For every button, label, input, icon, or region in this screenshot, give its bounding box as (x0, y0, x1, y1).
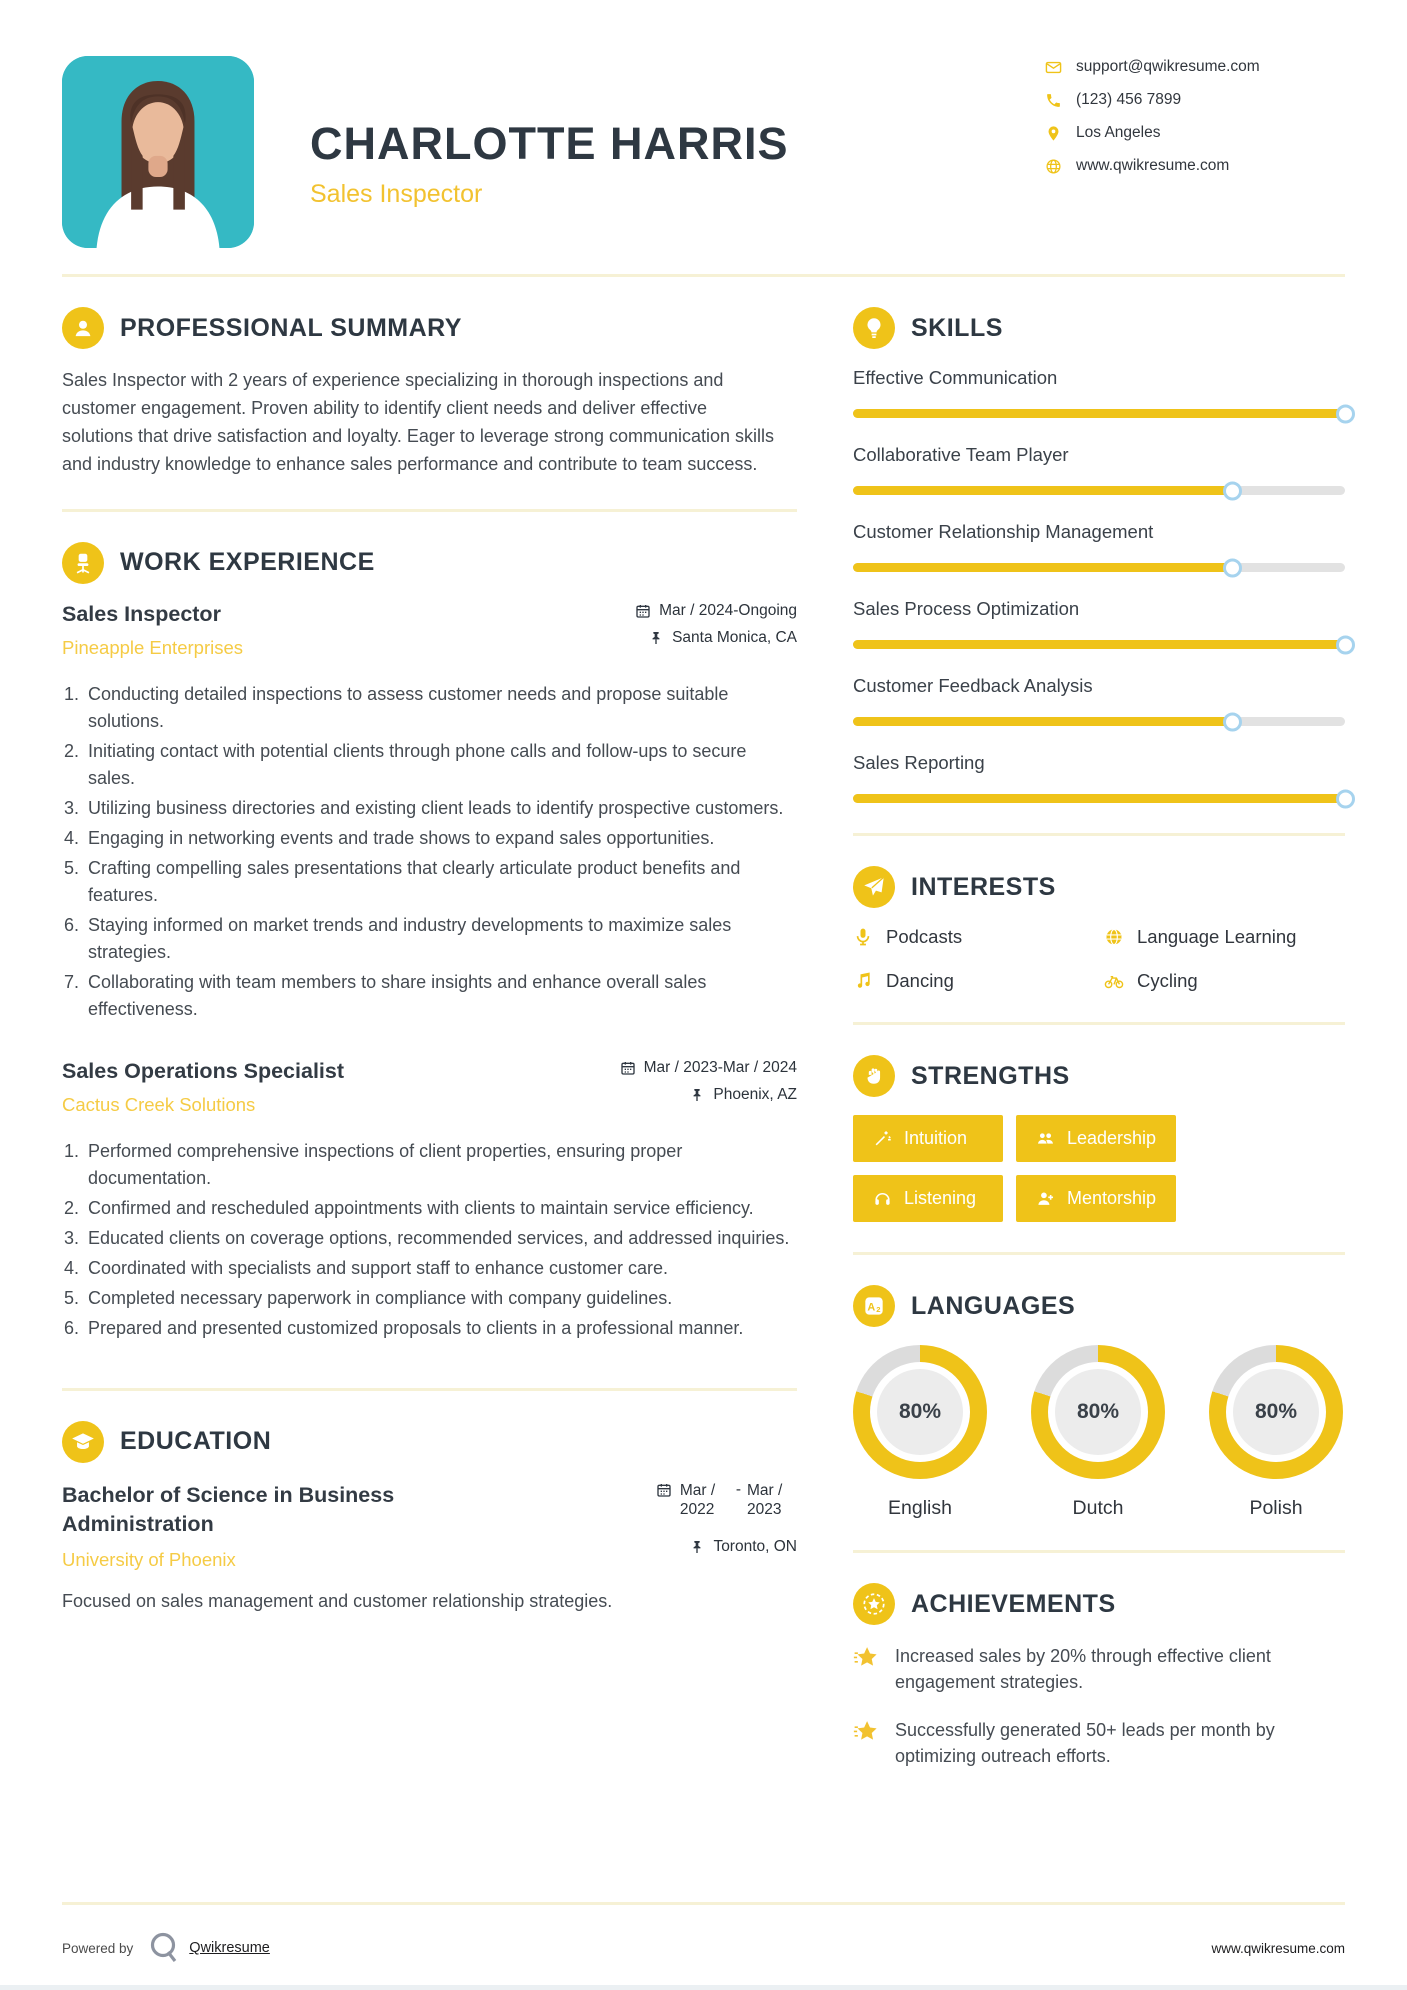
skill-slider[interactable] (853, 640, 1345, 649)
interest-label: Podcasts (886, 926, 963, 947)
job-bullet-list (84, 681, 797, 1023)
school-name: University of Phoenix (62, 1548, 236, 1570)
footer (0, 1902, 1407, 1990)
skill-fill (853, 794, 1345, 803)
skills-heading: SKILLS (911, 313, 1003, 342)
person-icon (62, 307, 104, 349)
contact-location (1045, 124, 1345, 142)
section-education (62, 1421, 797, 1612)
location-pin-icon (1045, 125, 1062, 142)
skill-fill (853, 717, 1232, 726)
job-company: Cactus Creek Solutions (62, 1093, 256, 1115)
calendar-icon (656, 1482, 672, 1498)
education-dates (656, 1481, 797, 1520)
left-column (62, 307, 797, 1791)
education-date-separator: - (735, 1480, 741, 1498)
degree-title: Bachelor of Science in Business Administration (62, 1482, 395, 1536)
skill-label: Customer Relationship Management (853, 521, 1154, 542)
skill-item (853, 444, 1345, 495)
skill-label: Sales Process Optimization (853, 598, 1080, 619)
section-interests (853, 866, 1345, 992)
contact-list (1045, 56, 1345, 175)
contact-location-text: Los Angeles (1076, 124, 1161, 141)
section-divider (853, 833, 1345, 836)
medal-icon (853, 1583, 895, 1625)
job-location (648, 629, 797, 647)
pushpin-icon (648, 630, 664, 646)
language-percent: 80% (1254, 1400, 1298, 1423)
section-professional-summary (62, 307, 797, 479)
language-donut (1031, 1345, 1165, 1479)
contact-email-text: support@qwikresume.com (1076, 58, 1260, 75)
skill-fill (853, 486, 1232, 495)
job-entry (62, 602, 797, 1023)
achievement-item (853, 1717, 1345, 1769)
job-bullet: 6. Prepared and presented customized proposals to clients in a professional manner. (84, 1315, 797, 1342)
star-icon (853, 1645, 879, 1671)
job-bullet: 4. Engaging in networking events and trade shows to expand sales opportunities. (84, 825, 797, 852)
calendar-icon (620, 1060, 636, 1076)
skill-slider-handle[interactable] (1223, 481, 1242, 500)
language-percent: 80% (1076, 1400, 1120, 1423)
section-divider (853, 1022, 1345, 1025)
interest-item (1104, 970, 1345, 992)
skill-item (853, 752, 1345, 803)
languages-heading: LANGUAGES (911, 1291, 1076, 1320)
skill-item (853, 675, 1345, 726)
avatar (62, 56, 254, 248)
experience-heading: WORK EXPERIENCE (120, 548, 375, 577)
job-dates (635, 602, 797, 620)
translate-icon (853, 1285, 895, 1327)
summary-heading: PROFESSIONAL SUMMARY (120, 313, 462, 342)
language-item (853, 1345, 987, 1520)
job-bullet: 5. Crafting compelling sales presentations that clearly articulate product benefits and features. (84, 855, 797, 909)
strength-badge (1016, 1115, 1176, 1162)
skill-item (853, 521, 1345, 572)
section-work-experience (62, 542, 797, 1342)
contact-website[interactable] (1045, 157, 1345, 175)
contact-website-text: www.qwikresume.com (1076, 157, 1230, 174)
footer-url[interactable]: www.qwikresume.com (1211, 1940, 1345, 1956)
pushpin-icon (689, 1087, 705, 1103)
skill-slider[interactable] (853, 563, 1345, 572)
qwikresume-logo-icon (149, 1931, 179, 1965)
user-plus-icon (1036, 1189, 1055, 1208)
skill-slider[interactable] (853, 409, 1345, 418)
strength-badge (853, 1175, 1003, 1222)
skill-label: Sales Reporting (853, 752, 985, 773)
section-strengths (853, 1055, 1345, 1222)
job-bullet: 2. Initiating contact with potential clients through phone calls and follow-ups to secure sales. (84, 738, 797, 792)
skill-label: Collaborative Team Player (853, 444, 1069, 465)
magic-wand-icon (873, 1129, 892, 1148)
powered-by-label: Powered by (62, 1940, 134, 1956)
job-location (689, 1086, 797, 1104)
name-block (310, 56, 1045, 209)
section-divider (853, 1550, 1345, 1553)
job-bullet: 4. Coordinated with specialists and support staff to enhance customer care. (84, 1255, 797, 1282)
interest-label: Language Learning (1137, 926, 1297, 947)
headphones-icon (873, 1189, 892, 1208)
job-bullet: 3. Utilizing business directories and existing client leads to identify prospective customers. (84, 795, 797, 822)
education-location (689, 1538, 797, 1556)
job-company: Pineapple Enterprises (62, 636, 243, 658)
bicycle-icon (1104, 971, 1124, 991)
education-date-end: Mar / 2023 (747, 1481, 783, 1518)
svg-text:A: A (867, 1301, 876, 1314)
job-title: Sales Operations Specialist (62, 1058, 345, 1083)
microphone-icon (853, 927, 873, 947)
achievement-item (853, 1643, 1345, 1695)
office-chair-icon (62, 542, 104, 584)
skill-slider[interactable] (853, 717, 1345, 726)
star-icon (853, 1719, 879, 1745)
job-bullet: 6. Staying informed on market trends and industry developments to maximize sales strategies. (84, 912, 797, 966)
skill-slider[interactable] (853, 486, 1345, 495)
interest-item (1104, 926, 1345, 948)
language-donut (1209, 1345, 1343, 1479)
language-item (1209, 1345, 1343, 1520)
candidate-title: Sales Inspector (310, 180, 483, 208)
skill-fill (853, 563, 1232, 572)
page-bottom-strip (0, 1985, 1407, 1990)
lightbulb-icon (853, 307, 895, 349)
main-columns (0, 277, 1407, 1791)
interests-heading: INTERESTS (911, 872, 1056, 901)
candidate-name: CHARLOTTE HARRIS (310, 118, 789, 169)
language-item (1031, 1345, 1165, 1520)
job-bullet: 2. Confirmed and rescheduled appointments with clients to maintain service efficiency. (84, 1195, 797, 1222)
language-name: Polish (1249, 1497, 1303, 1519)
users-icon (1036, 1129, 1055, 1148)
language-name: English (888, 1497, 952, 1519)
section-skills (853, 307, 1345, 803)
skill-slider-handle[interactable] (1336, 635, 1355, 654)
job-location-text: Phoenix, AZ (713, 1085, 797, 1103)
job-location-text: Santa Monica, CA (672, 628, 797, 646)
summary-text: Sales Inspector with 2 years of experience specializing in thorough inspections and customer engagement. Proven ability to identify client needs and deliver effective solutions that drive satisfaction and loyalty. Eager to leverage strong communication skills and industry knowledge to enhance sales performance and contribute to team success. (62, 370, 775, 474)
skill-slider-handle[interactable] (1223, 712, 1242, 731)
education-date-start: Mar / 2022 (679, 1481, 716, 1518)
job-title: Sales Inspector (62, 601, 221, 626)
strength-label: Mentorship (1067, 1188, 1157, 1208)
skill-slider-handle[interactable] (1336, 789, 1355, 808)
strength-label: Leadership (1067, 1128, 1157, 1148)
contact-email[interactable] (1045, 58, 1345, 76)
skill-label: Effective Communication (853, 367, 1058, 388)
job-bullet: 7. Collaborating with team members to share insights and enhance overall sales effectiveness. (84, 969, 797, 1023)
language-name: Dutch (1072, 1497, 1124, 1519)
job-bullet: 5. Completed necessary paperwork in compliance with company guidelines. (84, 1285, 797, 1312)
header (0, 0, 1407, 248)
phone-icon (1045, 92, 1062, 109)
achievements-heading: ACHIEVEMENTS (911, 1589, 1116, 1618)
strength-label: Listening (904, 1188, 977, 1208)
music-note-icon (853, 971, 873, 991)
interest-label: Dancing (886, 970, 954, 991)
globe-icon (1045, 158, 1062, 175)
section-divider (62, 509, 797, 512)
job-dates-text: Mar / 2024-Ongoing (659, 601, 797, 619)
section-languages (853, 1285, 1345, 1520)
graduation-cap-icon (62, 1421, 104, 1463)
language-donut (853, 1345, 987, 1479)
contact-phone (1045, 91, 1345, 109)
interest-label: Cycling (1137, 970, 1198, 991)
language-percent: 80% (898, 1400, 942, 1423)
job-bullet: 3. Educated clients on coverage options, recommended services, and addressed inquiries. (84, 1225, 797, 1252)
section-divider (62, 1388, 797, 1391)
calendar-icon (635, 603, 651, 619)
strength-badge (853, 1115, 1003, 1162)
job-dates-text: Mar / 2023-Mar / 2024 (643, 1058, 797, 1076)
section-achievements (853, 1583, 1345, 1769)
qwikresume-link[interactable]: Qwikresume (189, 1940, 270, 1956)
education-heading: EDUCATION (120, 1427, 272, 1456)
skill-slider-handle[interactable] (1336, 404, 1355, 423)
education-description: Focused on sales management and customer relationship strategies. (62, 1590, 613, 1611)
education-location-text: Toronto, ON (713, 1538, 797, 1556)
skill-fill (853, 640, 1345, 649)
section-divider (853, 1252, 1345, 1255)
interest-item (853, 926, 1094, 948)
strengths-heading: STRENGTHS (911, 1061, 1070, 1090)
skill-slider[interactable] (853, 794, 1345, 803)
job-bullet: 1. Conducting detailed inspections to assess customer needs and propose suitable solutions. (84, 681, 797, 735)
paper-plane-icon (853, 866, 895, 908)
strength-label: Intuition (904, 1128, 968, 1148)
job-dates (620, 1059, 797, 1077)
job-bullet: 1. Performed comprehensive inspections of client properties, ensuring proper documentation. (84, 1138, 797, 1192)
skill-item (853, 367, 1345, 418)
skill-label: Customer Feedback Analysis (853, 675, 1093, 696)
skill-item (853, 598, 1345, 649)
right-column (853, 307, 1345, 1791)
svg-text:2: 2 (876, 1304, 881, 1314)
profile-photo (62, 56, 254, 248)
pushpin-icon (689, 1539, 705, 1555)
job-entry (62, 1059, 797, 1342)
achievement-text: Increased sales by 20% through effective client engagement strategies. (895, 1646, 1271, 1693)
envelope-icon (1045, 59, 1062, 76)
interest-item (853, 970, 1094, 992)
strength-badge (1016, 1175, 1176, 1222)
achievement-text: Successfully generated 50+ leads per month by optimizing outreach efforts. (895, 1720, 1275, 1767)
job-bullet-list (84, 1138, 797, 1342)
skill-slider-handle[interactable] (1223, 558, 1242, 577)
skill-fill (853, 409, 1345, 418)
contact-phone-text: (123) 456 7899 (1076, 91, 1182, 108)
globe-icon (1104, 927, 1124, 947)
fist-icon (853, 1055, 895, 1097)
